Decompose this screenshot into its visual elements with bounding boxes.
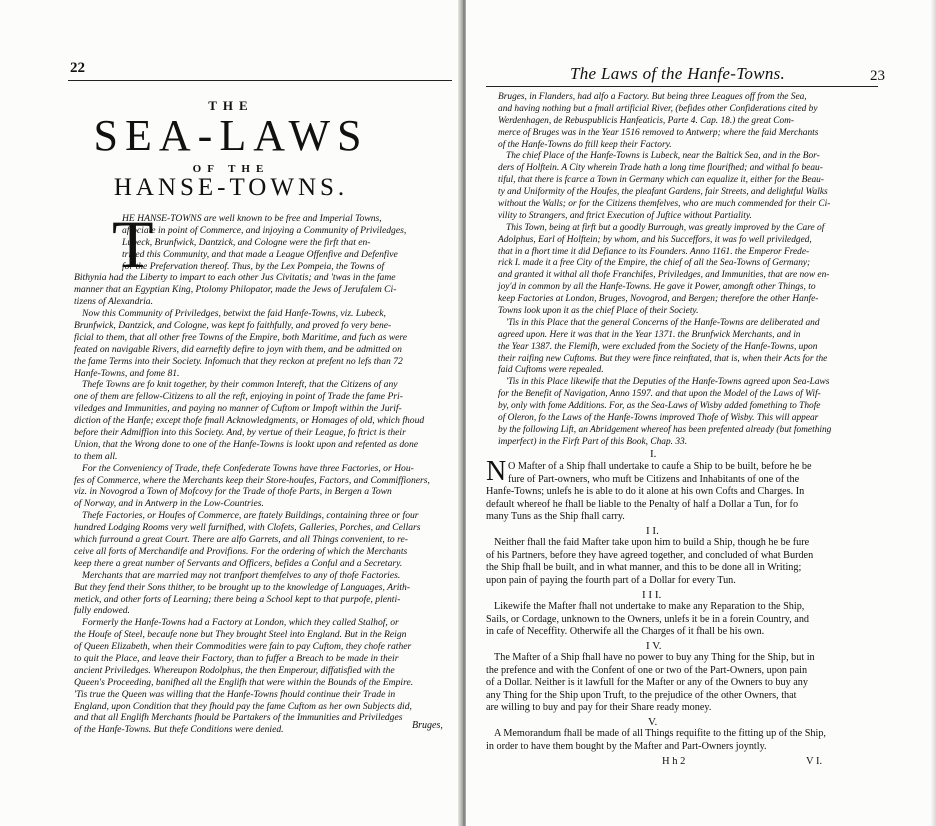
- text-line: by, only with fome Additions. For, as the Sea-Laws of Wisby added fomething to Thofe: [498, 401, 821, 412]
- text-line: Thefe Factories, or Houfes of Commerce, are ftately Buildings, containing three or four: [82, 510, 419, 522]
- text-line: But they fend their Sons thither, to be brought up to the knowledge of Languages, Arith-: [74, 581, 411, 593]
- text-line: of Norway, and in Antwerp in the Low-Countries.: [74, 498, 264, 510]
- signature-mark: H h 2: [662, 756, 686, 767]
- text-line: Queen's Proceeding, banifhed all the Englifh that were within the Bounds of the Empire.: [74, 676, 414, 688]
- catchword-left: Bruges,: [412, 720, 443, 731]
- text-line: joy'd in common by all the Hanfe-Towns. He gave it Power, amongft other Things, to: [498, 282, 816, 293]
- text-line: fully endowed.: [74, 605, 130, 617]
- text-line: to them all.: [74, 450, 118, 462]
- text-line: to quit the Place, and leave their Factory, than to fuffer a Breach to be made in their: [74, 652, 399, 664]
- text-line: tizens of Alexandria.: [74, 296, 153, 308]
- text-line: the Houfe of Steel, becaufe none but They brought Steel into England. But in the Reign: [74, 629, 407, 641]
- text-line: The Mafter of a Ship fhall have no power to buy any Thing for the Ship, but in: [494, 652, 815, 663]
- text-line: ty and Uniformity of the Houfes, the pleafant Gardens, fair Streets, and delightful Walks: [498, 187, 828, 198]
- text-line: for the Prefervation thereof. Thus, by the Lex Pompeia, the Towns of: [122, 260, 385, 272]
- text-line: 'Tis in this Place that the general Concerns of the Hanfe-Towns are deliberated and: [506, 317, 820, 328]
- text-line: viledges and Immunities, and paying no manner of Cuftom or Impoft within the Jurif-: [74, 403, 402, 415]
- text-line: This Town, being at firft but a goodly Burrough, was greatly improved by the Care of: [506, 222, 825, 233]
- article-2-number: I I.: [646, 525, 659, 537]
- text-line: HE HANSE-TOWNS are well known to be free and Imperial Towns,: [122, 213, 382, 224]
- text-line: and having nothing but a fmall artificial River, (befides other Confiderations cited by: [498, 103, 818, 114]
- text-line: for the Benefit of Navigation, Anno 1597. and that upon the Model of the Laws of Wif-: [498, 389, 821, 400]
- text-line: 'Tis true the Queen was willing that the Hanfe-Towns fhould continue their Trade in: [74, 688, 396, 700]
- text-line: A Memorandum fhall be made of all Things requifite to the fitting up of the Ship,: [494, 728, 826, 739]
- text-line: trived this Community, and that made a League Offenfive and Defenfive: [122, 248, 398, 260]
- article-4-number: I V.: [646, 640, 662, 652]
- text-line: Formerly the Hanfe-Towns had a Factory at London, which they called Stalhof, or: [82, 617, 399, 629]
- right-page: [466, 0, 936, 826]
- title-of-the: OF THE: [192, 163, 270, 175]
- text-line: The chief Place of the Hanfe-Towns is Lubeck, near the Baltick Sea, and in the Bor-: [506, 151, 820, 162]
- page-number-left: 22: [70, 60, 85, 76]
- page-number-right: 23: [870, 68, 885, 84]
- text-line: ancient Priviledges. Whereupon Rodolphus, the then Emperour, diffatisfied with the: [74, 664, 395, 676]
- text-line: are willing to buy and pay for their Share ready money.: [486, 702, 712, 714]
- text-line: that in a fhort time it did Defiance to its Founders. Anno 1161. the Emperor Frede-: [498, 246, 810, 257]
- article-2-text: [486, 537, 813, 587]
- text-line: rick I. made it a free City of the Empire, the chief of all the Sea-Towns of Germany;: [498, 258, 811, 269]
- text-line: of the Hanfe-Towns do ftill keep their Factory.: [498, 139, 672, 150]
- text-line: fure of Part-owners, who muft be Citizens and Inhabitants of one of the: [508, 473, 800, 485]
- left-page: [0, 0, 462, 826]
- text-line: in order to have them bought by the Mafter and Part-Owners joyntly.: [486, 740, 767, 752]
- text-line: merce of Bruges was in the Year 1516 removed to Antwerp; where the faid Merchants: [498, 127, 819, 138]
- header-rule-left: [68, 80, 452, 81]
- text-line: agreed upon. Here it was that in the Year 1371. the Brunfwick Merchants, and in: [498, 329, 801, 340]
- running-head: The Laws of the Hanfe-Towns.: [570, 64, 786, 83]
- text-line: of the Hanfe-Towns. But thefe Conditions were denied.: [74, 724, 284, 736]
- text-line: affociate in point of Commerce, and injoying a Community of Priviledges,: [122, 224, 407, 236]
- text-line: keep there a great number of Servants and Officers, befides a Conful and a Secretary.: [74, 557, 403, 569]
- text-line: by the following Lift, an Abridgement whereof has been prefented already (but fomething: [498, 424, 832, 435]
- text-line: of his Partners, before they have agreed together, and concluded of what Burden: [486, 549, 814, 561]
- text-line: and that all Englifh Merchants fhould be Partakers of the Immunities and Priviledges: [74, 712, 403, 724]
- article-4-text: [486, 652, 815, 715]
- text-line: tiful, that there is fcarce a Town in Germany which can equalize it, either for the Beau-: [498, 175, 824, 186]
- text-line: keep Factories at London, Bruges, Novogrod, and Bergen; therefore the other Hanfe-: [498, 294, 819, 305]
- text-line: For the Conveniency of Trade, thefe Confederate Towns have three Factories, or Hou-: [82, 462, 414, 474]
- article-5-text: [486, 728, 826, 753]
- text-line: default whereof he fhall be liable to the Penalty of half a Dollar a Tun, for fo: [486, 498, 799, 510]
- drop-cap: T: [112, 206, 154, 282]
- text-line: 'Tis in this Place likewife that the Deputies of the Hanfe-Towns agreed upon Sea-Laws: [506, 377, 830, 388]
- article-5-number: V.: [648, 716, 658, 728]
- text-line: Union, that the Wrong done to one of the Hanfe-Towns is lookt upon and refented as done: [74, 438, 419, 450]
- text-line: and granted it withal all thofe Franchifes, Priviledges, and Immunities, that are now en-: [498, 270, 830, 281]
- text-line: England, upon Condition that they fhould pay the fame Cuftom as her own Subjects did,: [74, 700, 412, 712]
- text-line: Bithynia had the Liberty to impart to each other Jus Civitatis; and 'twas in the fame: [74, 272, 396, 284]
- text-line: the fame Terms into their Society. Infomuch that they reckon at prefent no lefs than 72: [74, 355, 403, 367]
- article-3-number: I I I.: [642, 589, 662, 601]
- text-line: Brunfwick, Dantzick, and Cologne, was kept fo faithfully, and proved fo very bene-: [74, 320, 392, 332]
- catchword-right: V I.: [806, 756, 823, 767]
- text-line: feated on navigable Rivers, did earneftly defire to joyn with them, and be admitted on: [74, 343, 402, 355]
- text-line: the prefence and with the Confent of one or two of the Part-Owners, upon pain: [486, 664, 808, 676]
- text-line: Towns look upon it as the chief Place of their Society.: [498, 306, 699, 317]
- text-line: the Ship fhall be built, and in what manner, and this to be done all in Writing;: [486, 562, 802, 574]
- left-body-text: [74, 213, 430, 736]
- text-line: Now this Community of Priviledges, betwixt the faid Hanfe-Towns, viz. Lubeck,: [82, 308, 386, 320]
- text-line: fes of Commerce, where the Merchants keep their Store-houfes, Factors, and Commiffioners,: [74, 474, 430, 486]
- title-hanse-towns: HANSE-TOWNS.: [113, 174, 349, 201]
- text-line: in cafe of Neceffity. Otherwife all the Charges of it fhall be his own.: [486, 626, 765, 638]
- article-1-number: I.: [650, 448, 657, 460]
- article-1-text: [486, 461, 812, 524]
- text-line: imperfect) in the Firft Part of this Book, Chap. 33.: [498, 436, 688, 447]
- text-line: Hanfe-Towns, and fome 81.: [74, 367, 180, 379]
- text-line: hundred Lodging Rooms very well furnifhed, with Clofets, Galleries, Porches, and Cellars: [74, 522, 421, 534]
- text-line: metick, and other forts of Learning; there being a School kept to that purpofe, plenti-: [74, 593, 401, 605]
- text-line: Lubeck, Brunfwick, Dantzick, and Cologne were the firft that en-: [122, 236, 371, 248]
- text-line: without the Walls; or for the Citizens themfelves, who are much commended for their Ci-: [498, 199, 831, 210]
- text-line: vility to Strangers, and ftrict Execution of Juftice without Partiality.: [498, 210, 752, 221]
- text-line: Bruges, in Flanders, had alfo a Factory. But being three Leagues off from the Sea,: [498, 92, 807, 102]
- text-line: faid Cuftoms were repealed.: [498, 365, 604, 376]
- page-edge: [930, 0, 936, 826]
- text-line: viz. in Novogrod a Town of Mofcovy for the Trade of thofe Parts, in Bergen a Town: [74, 486, 392, 498]
- text-line: diction of the Hanfe; except thofe fmall Acknowledgments, or Homages of old, which fhoud: [74, 415, 425, 427]
- article-3-text: [486, 601, 809, 639]
- text-line: the Year 1387. the Flemifh, were excluded from the Society of the Hanfe-Towns, upon: [498, 341, 818, 352]
- text-line: any Thing for the Ship upon Truft, to the prejudice of the other Owners, that: [486, 689, 797, 701]
- text-line: before their Admiffion into this Society. And, by vertue of their League, fo ftrict is their: [74, 427, 406, 439]
- text-line: upon pain of paying the fourth part of a Dollar for every Tun.: [486, 574, 736, 586]
- text-line: many Tuns as the Ship fhall carry.: [486, 511, 625, 523]
- text-line: Hanfe-Towns; unlefs he is able to do it alone at his own Cofts and Charges. In: [486, 486, 805, 498]
- text-line: Werdenhagen, de Rebuspublicis Hanfeaticis, Parte 4. Cap. 18.) the great Com-: [498, 115, 795, 126]
- text-line: of Queen Elizabeth, when their Commodities were fain to pay Cuftom, they chofe rather: [74, 641, 412, 653]
- text-line: ficial to them, that all other free Towns of the Empire, both Maritime, and fuch as were: [74, 331, 408, 343]
- text-line: Thefe Towns are fo knit together, by their common Intereft, that the Citizens of any: [82, 379, 398, 391]
- article-1-capital: N: [486, 456, 507, 487]
- text-line: Likewife the Mafter fhall not undertake to make any Reparation to the Ship,: [494, 601, 805, 612]
- text-line: which furround a great Court. There are alfo Garrets, and all Things convenient, to re-: [74, 534, 408, 546]
- title-sea-laws: SEA-LAWS: [93, 111, 369, 160]
- title-the: THE: [208, 98, 254, 113]
- text-line: of a Dollar. Neither is it lawfull for the Mafter or any of the Owners to buy any: [486, 677, 808, 689]
- text-line: Sails, or Cordage, unknown to the Owners, unlefs it be in a forein Country, and: [486, 613, 810, 625]
- text-line: Merchants that are married may not tranfport themfelves to any of thofe Factories.: [82, 569, 401, 581]
- text-line: ceive all forts of Merchandife and Provifions. For the ordering of which the Merchants: [74, 545, 408, 557]
- right-intro-text: [498, 92, 831, 449]
- text-line: of Oleron, fo the Laws of the Hanfe-Towns improved Thofe of Wisby. This will appear: [498, 413, 819, 424]
- text-line: one of them are fellow-Citizens to all the reft, enjoying in point of Trade the fame Pri-: [74, 391, 403, 403]
- text-line: ders of Holftein. A City wherein Trade hath a long time flourifhed; and withal fo beau-: [498, 163, 823, 174]
- text-line: Neither fhall the faid Mafter take upon him to build a Ship, though he be fure: [494, 537, 810, 548]
- text-line: their raifing new Cuftoms. But they were fince reinftated, that is, when their Acts for the: [498, 353, 828, 364]
- text-line: Adolphus, Earl of Holftein; by whom, and his Succeffors, it was fo well priviledged,: [498, 234, 812, 245]
- header-rule-right: [486, 86, 878, 87]
- text-line: O Mafter of a Ship fhall undertake to caufe a Ship to be built, before he be: [508, 461, 812, 472]
- text-line: manner that an Egyptian King, Ptolomy Philopator, made the Jews of Jerufalem Ci-: [74, 284, 397, 296]
